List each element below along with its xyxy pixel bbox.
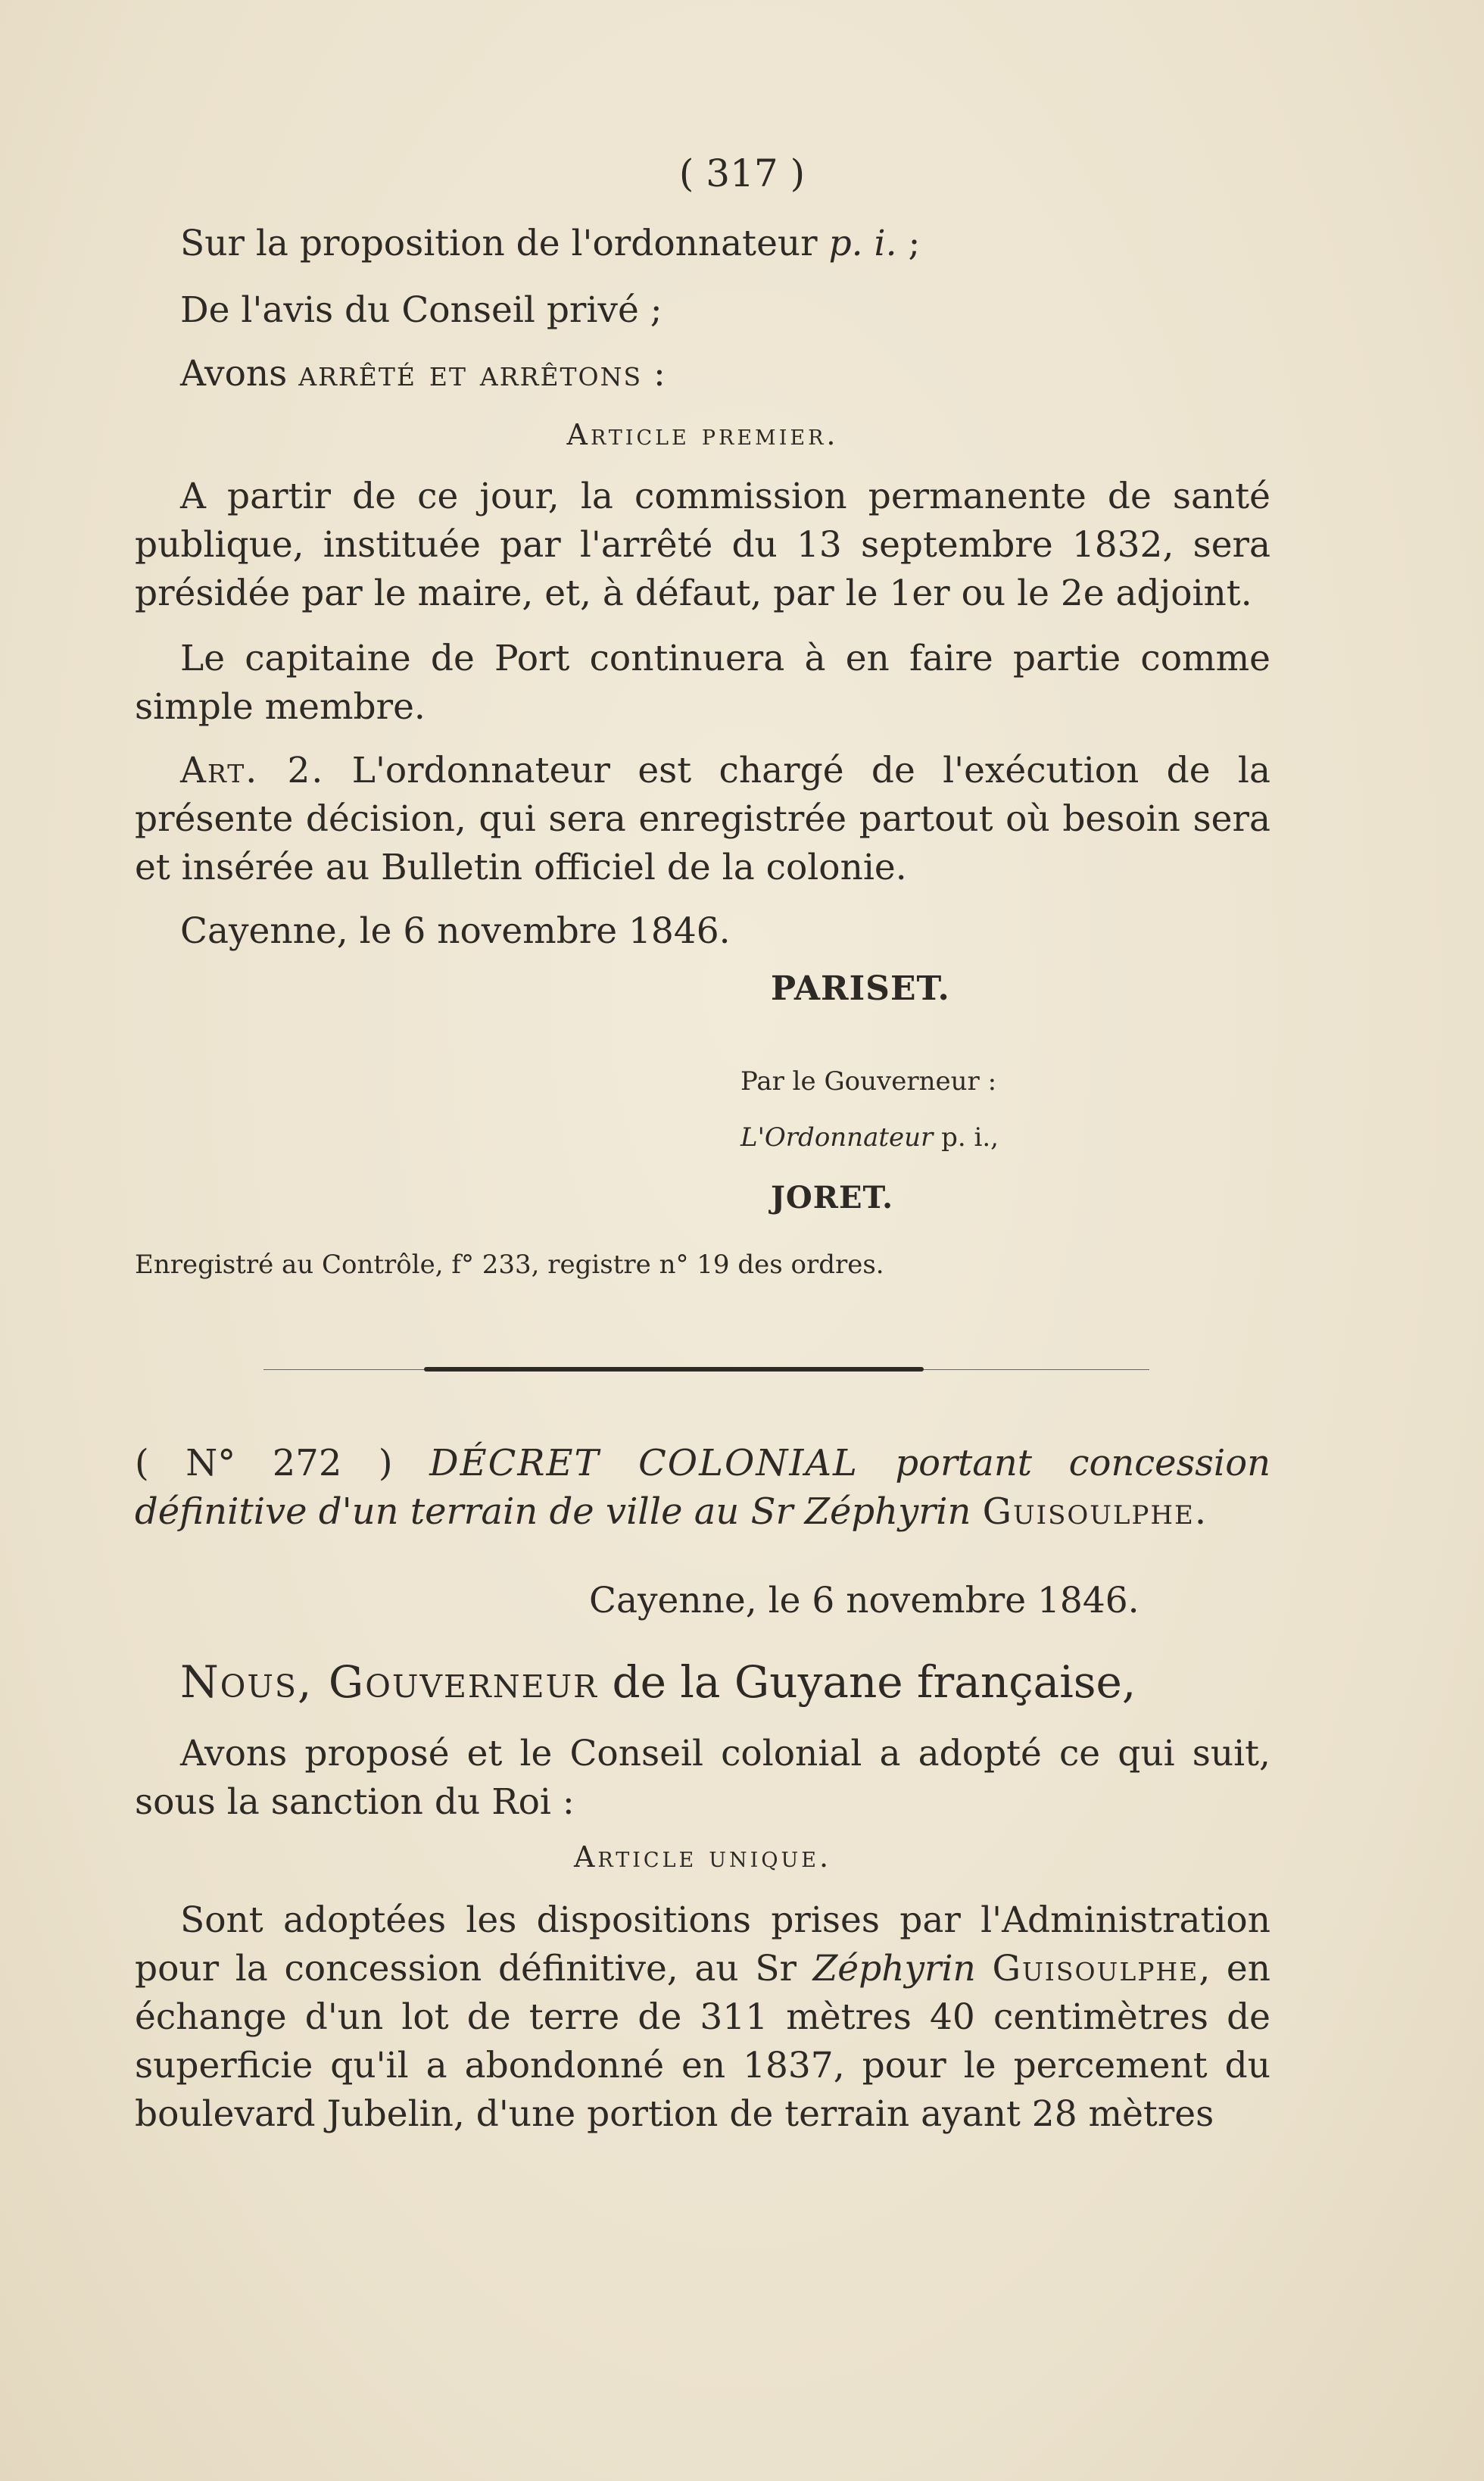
separator-rule-center bbox=[424, 1367, 924, 1372]
paragraph-avons: Avons arrêté et arrêtons : bbox=[180, 353, 666, 395]
par-le-gouverneur: Par le Gouverneur : bbox=[740, 1066, 997, 1097]
signature-joret: JORET. bbox=[771, 1180, 894, 1216]
heading-article-premier: Article premier. bbox=[566, 418, 839, 451]
paragraph-capitaine: Le capitaine de Port continuera à en faire partie comme simple membre. bbox=[135, 638, 1270, 728]
ordonnateur-line: L'Ordonnateur p. i., bbox=[740, 1122, 999, 1153]
decree-date: Cayenne, le 6 novembre 1846. bbox=[589, 1580, 1140, 1621]
paragraph-article-2: Art. 2. L'ordonnateur est chargé de l'exécution de la présente décision, qui sera enregistrée partout où besoin sera et insérée au Bulletin officiel de la colonie. bbox=[135, 750, 1270, 888]
registration-line: Enregistré au Contrôle, f° 233, registre n° 19 des ordres. bbox=[135, 1250, 884, 1280]
paragraph-article-premier: A partir de ce jour, la commission permanente de santé publique, instituée par l'arrêté du 13 septembre 1832, sera présidée par le maire, et, à défaut, par le 1er ou le 2e adjoint. bbox=[135, 476, 1270, 614]
paragraph-avis: De l'avis du Conseil privé ; bbox=[180, 289, 662, 331]
signature-pariset: PARISET. bbox=[771, 969, 950, 1008]
article-2-label: Art. 2. bbox=[180, 750, 325, 791]
paragraph-proposition: Sur la proposition de l'ordonnateur p. i. ; bbox=[180, 223, 921, 264]
date-line: Cayenne, le 6 novembre 1846. bbox=[180, 910, 731, 952]
paragraph-avons-propose: Avons proposé et le Conseil colonial a adopté ce qui suit, sous la sanction du Roi : bbox=[135, 1733, 1270, 1823]
paragraph-article-unique: Sont adoptées les dispositions prises par l'Administration pour la concession définitive, au Sr Zéphyrin Guisoulphe, en échange d'un lot de terre de 311 mètres 40 centimètres de superficie qu'il a abondonné en 1837, pour le percement du boulevard Jubelin, d'une portion de terrain ayant 28 mètres bbox=[135, 1899, 1270, 2135]
heading-article-unique: Article unique. bbox=[573, 1840, 832, 1874]
nous-gouverneur: Nous, Gouverneur de la Guyane française, bbox=[180, 1656, 1136, 1708]
decree-title: ( N° 272 ) DÉCRET COLONIAL portant concession définitive d'un terrain de ville au Sr Zéphyrin Guisoulphe. bbox=[135, 1442, 1271, 1533]
page-number: ( 317 ) bbox=[678, 151, 806, 195]
